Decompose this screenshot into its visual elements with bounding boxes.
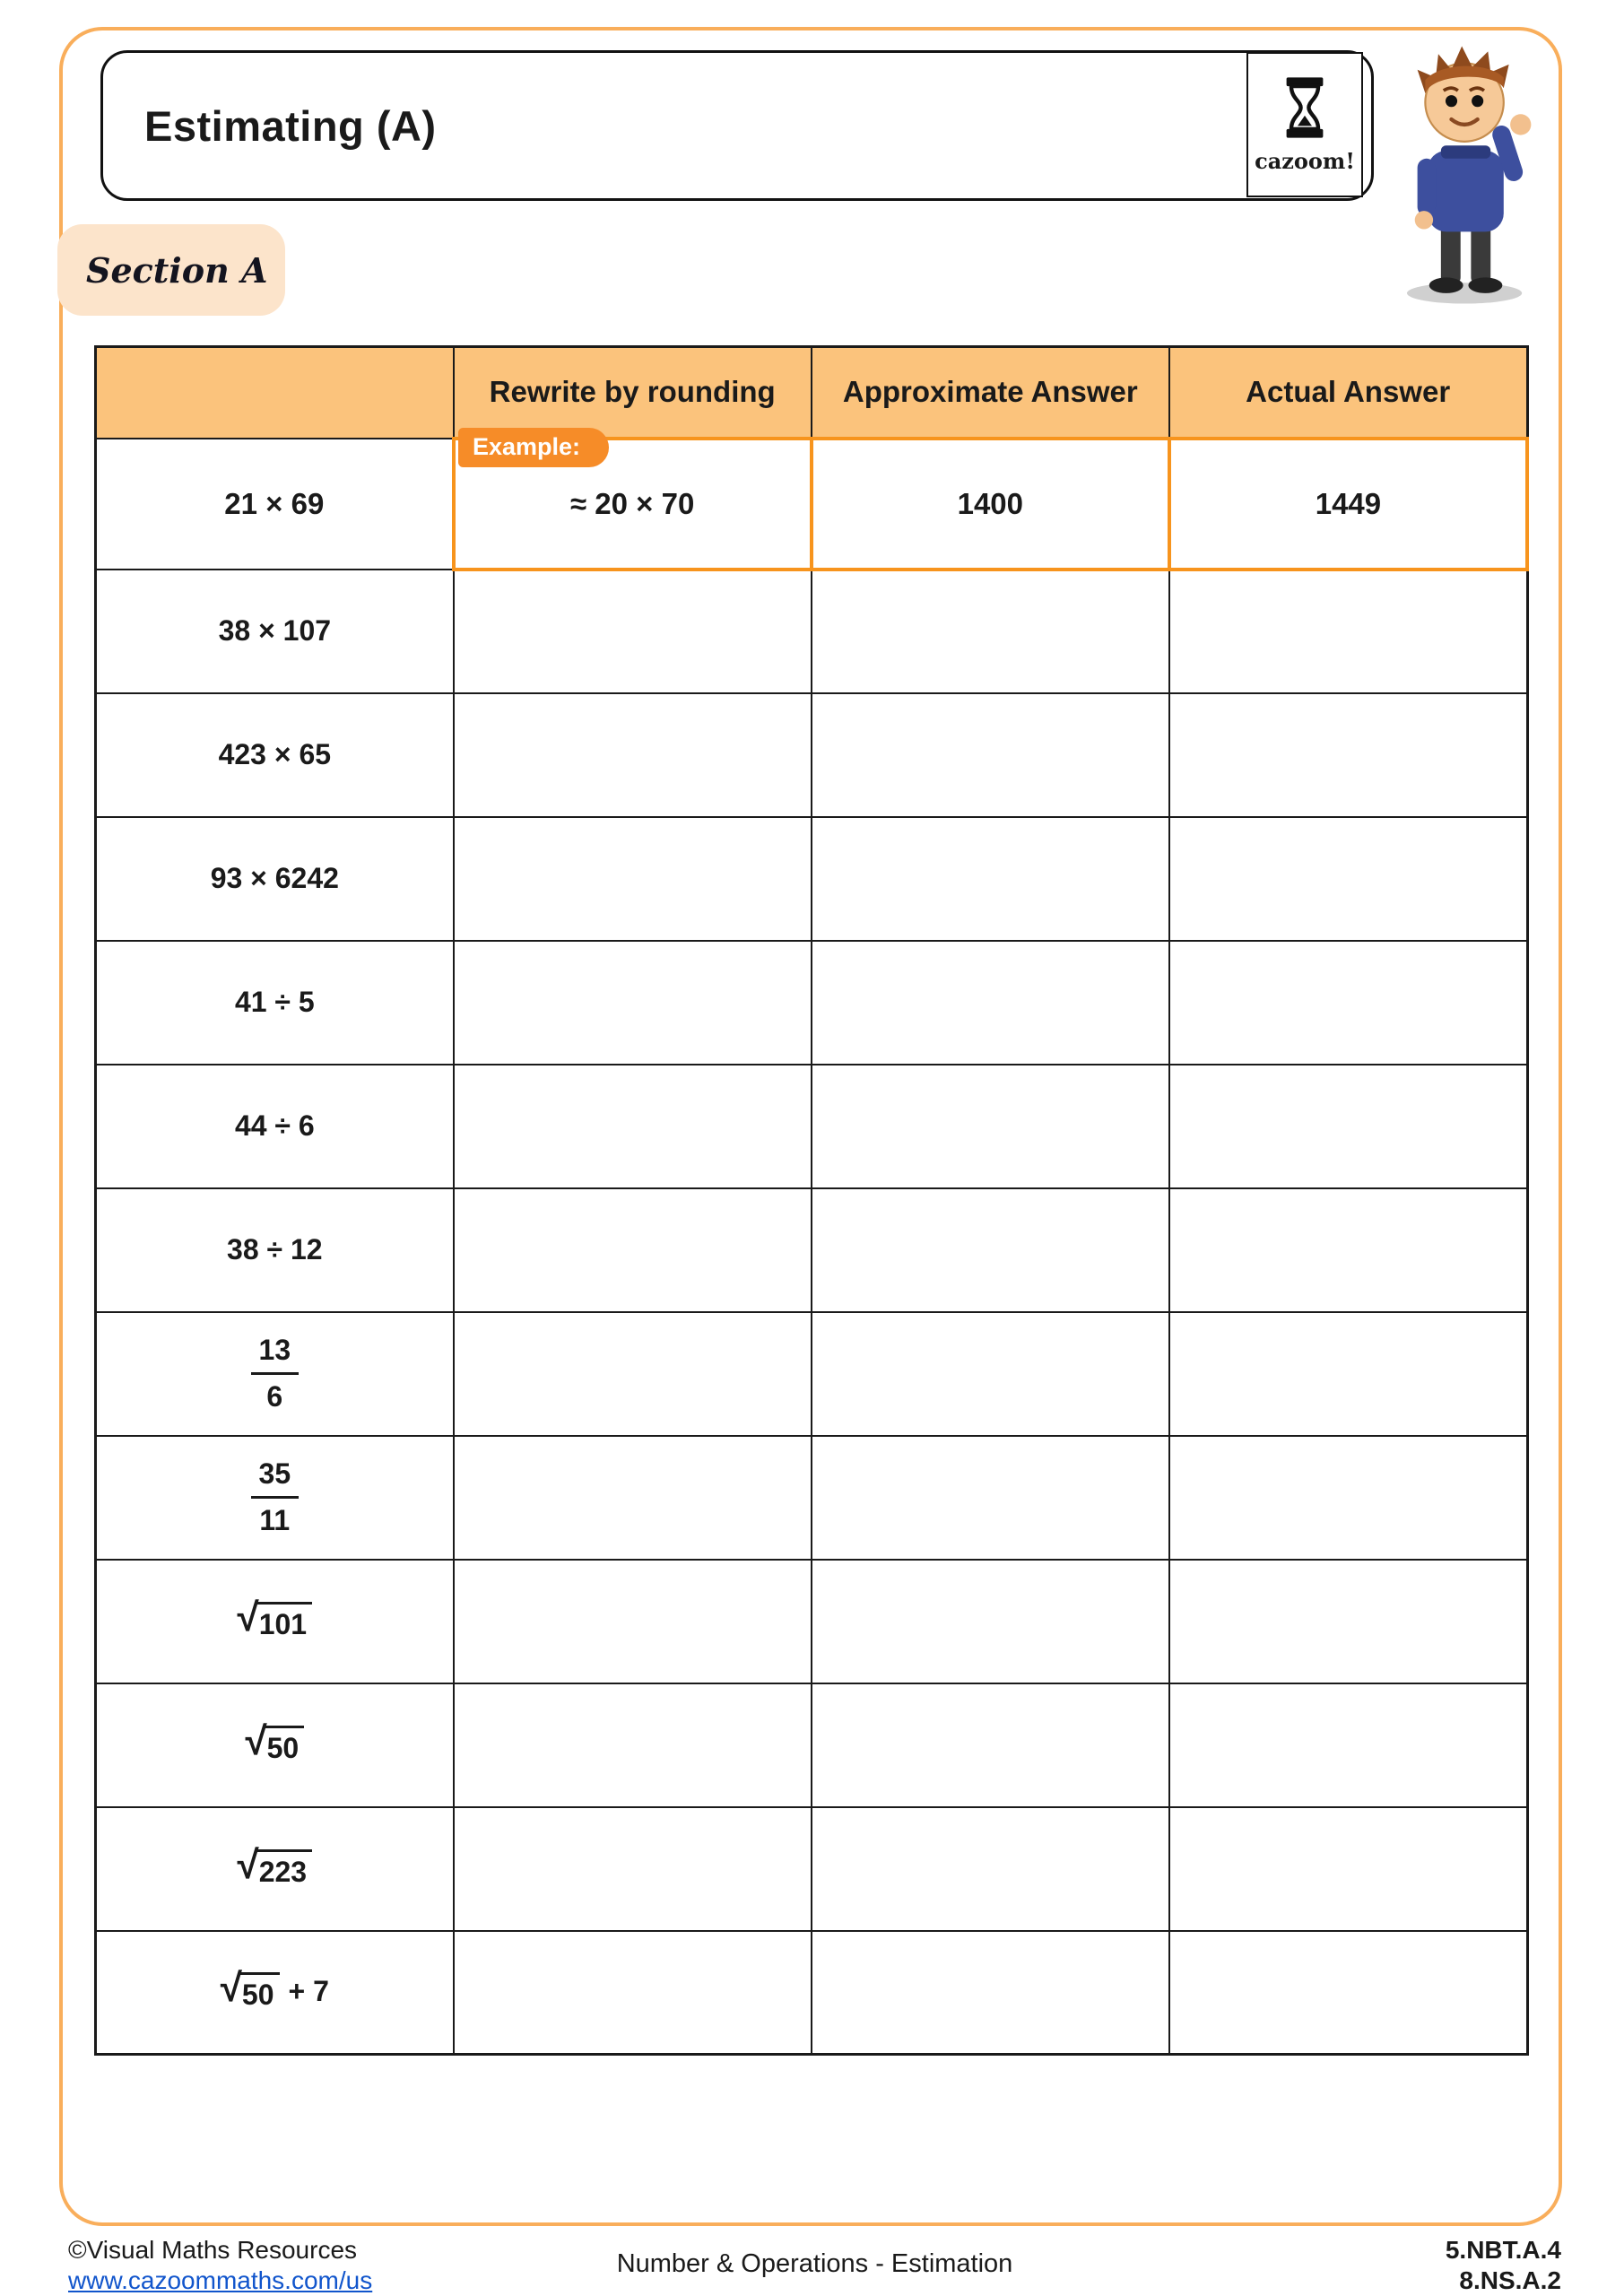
footer-topic: Number & Operations - Estimation — [616, 2249, 1013, 2278]
answer-cell-actual — [1169, 1683, 1527, 1807]
example-approximate-value: 1400 — [957, 486, 1024, 520]
sqrt-expression: √ 50 — [245, 1728, 304, 1761]
text-expression: 44 ÷ 6 — [234, 1109, 315, 1142]
section-label: Section A — [57, 224, 285, 316]
col-header-approximate: Approximate Answer — [812, 347, 1169, 439]
text-expression: 38 ÷ 12 — [227, 1233, 323, 1265]
website-link[interactable]: www.cazoommaths.com/us — [68, 2266, 373, 2295]
expression-cell — [96, 1436, 454, 1560]
table-row — [96, 1683, 1528, 1807]
answer-cell-rounding — [454, 1312, 812, 1436]
cazoom-logo — [1246, 52, 1363, 197]
radical-sign: √ — [220, 1966, 242, 2011]
table-row — [96, 1931, 1528, 2055]
table-row — [96, 817, 1528, 941]
table-header-row — [96, 347, 1528, 439]
expression-cell — [96, 941, 454, 1065]
text-expression: 41 ÷ 5 — [234, 986, 315, 1018]
example-expression: 21 × 69 — [224, 486, 325, 520]
table-row — [96, 941, 1528, 1065]
answer-cell-rounding — [454, 1931, 812, 2055]
table-row — [96, 1807, 1528, 1931]
answer-cell-approximate — [812, 1065, 1169, 1188]
answer-cell-actual — [1169, 1436, 1527, 1560]
copyright-text: ©Visual Maths Resources — [68, 2236, 358, 2264]
expression-cell — [96, 693, 454, 817]
answer-cell-actual — [1169, 817, 1527, 941]
table-row — [96, 1065, 1528, 1188]
answer-cell-actual — [1169, 1312, 1527, 1436]
table-row — [96, 1312, 1528, 1436]
answer-cell-approximate — [812, 1312, 1169, 1436]
example-rounded-value: ≈ 20 × 70 — [570, 486, 695, 520]
expression-cell — [96, 570, 454, 693]
answer-cell-approximate — [812, 570, 1169, 693]
answer-cell-actual — [1169, 941, 1527, 1065]
answer-cell-approximate — [812, 1683, 1169, 1807]
radical-sign: √ — [245, 1718, 267, 1763]
expression-cell — [96, 1312, 454, 1436]
answer-cell-rounding — [454, 817, 812, 941]
corner-header-cell — [96, 347, 454, 439]
sqrt-expression: √ 101 — [238, 1605, 313, 1637]
page-title: Estimating (A) — [144, 101, 437, 150]
answer-cell-actual — [1169, 570, 1527, 693]
table-row — [96, 1560, 1528, 1683]
fraction-expression: $\frac{35}{11}$ — [251, 1457, 300, 1537]
table-row — [96, 693, 1528, 817]
sqrt-expression: √ 50 + 7 — [220, 1966, 329, 2012]
answer-cell-approximate — [812, 1188, 1169, 1312]
standard-code-2: 8.NS.A.2 — [1459, 2266, 1561, 2295]
answer-cell-actual — [1169, 1931, 1527, 2055]
title-box — [100, 50, 1374, 201]
expression-cell — [96, 1931, 454, 2055]
answer-cell-approximate — [812, 1560, 1169, 1683]
answer-cell-approximate — [812, 693, 1169, 817]
cartoon-boy-illustration — [1388, 30, 1546, 305]
example-actual-value: 1449 — [1315, 486, 1382, 520]
text-expression: 93 × 6242 — [210, 862, 339, 894]
expression-cell — [96, 1065, 454, 1188]
radical-sign: √ — [237, 1595, 259, 1639]
table-row — [96, 570, 1528, 693]
text-expression: 423 × 65 — [218, 738, 332, 770]
answer-cell-rounding — [454, 1560, 812, 1683]
answer-cell-approximate — [812, 1807, 1169, 1931]
col-header-rounding: Rewrite by rounding — [454, 347, 812, 439]
answer-cell-approximate — [812, 941, 1169, 1065]
table-row — [96, 1436, 1528, 1560]
example-approximate-cell — [812, 439, 1169, 570]
fraction-expression: $\frac{13}{6}$ — [251, 1334, 300, 1413]
table-row — [96, 1188, 1528, 1312]
expression-cell — [96, 1807, 454, 1931]
expression-cell — [96, 817, 454, 941]
standard-code-1: 5.NBT.A.4 — [1445, 2236, 1561, 2264]
sqrt-expression: √ 223 — [238, 1852, 313, 1884]
answer-cell-actual — [1169, 1560, 1527, 1683]
answer-cell-rounding — [454, 1683, 812, 1807]
col-header-actual: Actual Answer — [1169, 347, 1527, 439]
example-actual-cell — [1169, 439, 1527, 570]
answer-cell-approximate — [812, 817, 1169, 941]
expression-cell — [96, 1560, 454, 1683]
answer-cell-actual — [1169, 1065, 1527, 1188]
logo-wordmark: cazoom! — [1255, 148, 1355, 174]
worksheet-rows — [96, 570, 1528, 2055]
expression-cell — [96, 1683, 454, 1807]
example-row — [96, 439, 1528, 570]
answer-cell-rounding — [454, 693, 812, 817]
answer-cell-rounding — [454, 1065, 812, 1188]
worksheet-table — [94, 345, 1529, 2056]
expression-cell — [96, 1188, 454, 1312]
expression-cell — [96, 439, 454, 570]
hourglass-icon — [1277, 75, 1333, 144]
answer-cell-rounding — [454, 1188, 812, 1312]
answer-cell-actual — [1169, 1807, 1527, 1931]
answer-cell-approximate — [812, 1931, 1169, 2055]
footer — [68, 2235, 1561, 2296]
answer-cell-rounding — [454, 941, 812, 1065]
answer-cell-rounding — [454, 570, 812, 693]
answer-cell-actual — [1169, 693, 1527, 817]
example-badge: Example: — [458, 428, 609, 467]
answer-cell-rounding — [454, 1436, 812, 1560]
answer-cell-approximate — [812, 1436, 1169, 1560]
answer-cell-actual — [1169, 1188, 1527, 1312]
answer-cell-rounding — [454, 1807, 812, 1931]
text-expression: 38 × 107 — [218, 614, 332, 647]
radical-sign: √ — [237, 1842, 259, 1887]
